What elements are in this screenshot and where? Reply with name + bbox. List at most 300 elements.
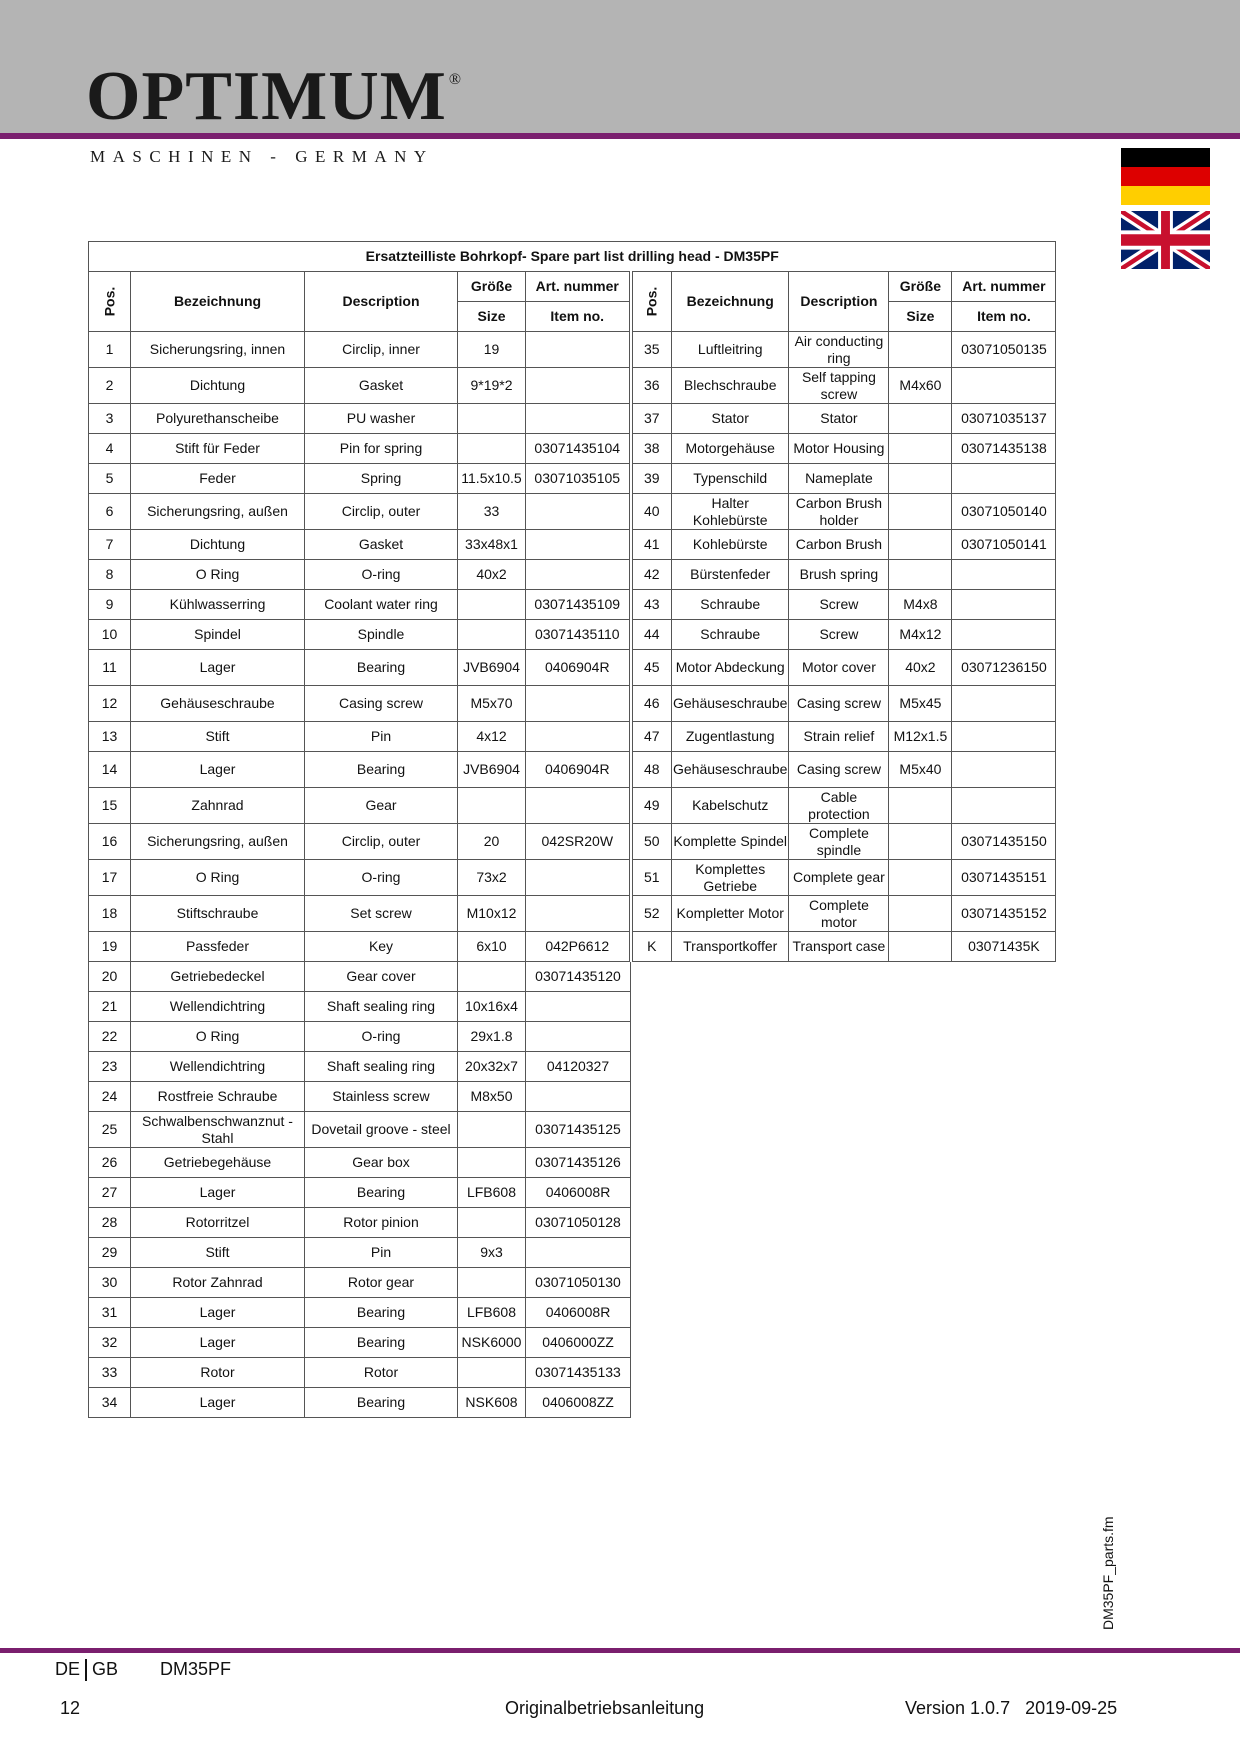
- empty-cell: [631, 1112, 1056, 1148]
- cell-pos: 20: [89, 962, 131, 992]
- cell-pos: 47: [631, 722, 672, 752]
- cell-size: 20x32x7: [458, 1052, 526, 1082]
- cell-description: Set screw: [305, 896, 458, 932]
- cell-pos: 4: [89, 434, 131, 464]
- cell-pos: 43: [631, 590, 672, 620]
- cell-pos: 35: [631, 332, 672, 368]
- cell-bezeichnung: Zugentlastung: [672, 722, 789, 752]
- cell-pos: 25: [89, 1112, 131, 1148]
- table-row: [89, 464, 1056, 494]
- empty-cell: [631, 1328, 1056, 1358]
- cell-description: PU washer: [305, 404, 458, 434]
- cell-pos: 42: [631, 560, 672, 590]
- cell-item: 0406008R: [526, 1298, 631, 1328]
- cell-description: Rotor gear: [305, 1268, 458, 1298]
- table-row: [89, 434, 1056, 464]
- table-row: [89, 368, 1056, 404]
- cell-pos: 38: [631, 434, 672, 464]
- cell-item: 03071435126: [526, 1148, 631, 1178]
- cell-description: Strain relief: [789, 722, 889, 752]
- cell-item: 042SR20W: [526, 824, 631, 860]
- cell-description: Casing screw: [789, 686, 889, 722]
- cell-item: 0406904R: [526, 752, 631, 788]
- footer-version: Version 1.0.7 2019-09-25: [905, 1698, 1118, 1718]
- table-row: [89, 1112, 1056, 1148]
- cell-size: [458, 1112, 526, 1148]
- cell-size: [889, 464, 952, 494]
- footer-language: DE GB: [55, 1659, 118, 1681]
- cell-size: LFB608: [458, 1178, 526, 1208]
- table-row: [89, 788, 1056, 824]
- cell-size: NSK6000: [458, 1328, 526, 1358]
- cell-size: 9*19*2: [458, 368, 526, 404]
- cell-pos: 36: [631, 368, 672, 404]
- table-row: [89, 1358, 1056, 1388]
- cell-size: [458, 1148, 526, 1178]
- cell-pos: K: [631, 932, 672, 962]
- empty-cell: [631, 1388, 1056, 1418]
- cell-description: Carbon Brush holder: [789, 494, 889, 530]
- table-row: [89, 620, 1056, 650]
- table-row: [89, 1082, 1056, 1112]
- cell-item: [526, 896, 631, 932]
- cell-description: Rotor pinion: [305, 1208, 458, 1238]
- table-row: [89, 560, 1056, 590]
- cell-bezeichnung: O Ring: [131, 1022, 305, 1052]
- cell-size: [458, 1358, 526, 1388]
- cell-pos: 50: [631, 824, 672, 860]
- table-row: [89, 530, 1056, 560]
- cell-bezeichnung: Kühlwasserring: [131, 590, 305, 620]
- cell-size: 73x2: [458, 860, 526, 896]
- col-size-left: Size: [458, 302, 526, 332]
- empty-cell: [631, 1082, 1056, 1112]
- cell-item: [526, 560, 631, 590]
- cell-bezeichnung: Stiftschraube: [131, 896, 305, 932]
- cell-bezeichnung: Schraube: [672, 590, 789, 620]
- cell-bezeichnung: Gehäuseschraube: [131, 686, 305, 722]
- cell-pos: 17: [89, 860, 131, 896]
- cell-description: Stainless screw: [305, 1082, 458, 1112]
- empty-cell: [631, 1178, 1056, 1208]
- cell-size: [889, 560, 952, 590]
- cell-pos: 31: [89, 1298, 131, 1328]
- cell-bezeichnung: Wellendichtring: [131, 992, 305, 1022]
- cell-description: Gear box: [305, 1148, 458, 1178]
- cell-size: [889, 494, 952, 530]
- cell-size: 40x2: [458, 560, 526, 590]
- cell-pos: 32: [89, 1328, 131, 1358]
- cell-description: O-ring: [305, 860, 458, 896]
- cell-pos: 15: [89, 788, 131, 824]
- col-pos-left: Pos.: [89, 272, 131, 332]
- cell-item: [952, 464, 1056, 494]
- cell-description: Motor Housing: [789, 434, 889, 464]
- cell-size: [889, 824, 952, 860]
- table-row: [89, 1238, 1056, 1268]
- cell-bezeichnung: Rotor Zahnrad: [131, 1268, 305, 1298]
- cell-bezeichnung: Lager: [131, 650, 305, 686]
- cell-bezeichnung: Lager: [131, 1388, 305, 1418]
- page-number: 12: [60, 1698, 81, 1718]
- empty-cell: [631, 1148, 1056, 1178]
- cell-item: 0406008ZZ: [526, 1388, 631, 1418]
- cell-pos: 12: [89, 686, 131, 722]
- cell-item: 03071050130: [526, 1268, 631, 1298]
- cell-description: Casing screw: [305, 686, 458, 722]
- cell-bezeichnung: Komplette Spindel: [672, 824, 789, 860]
- table-row: [89, 824, 1056, 860]
- cell-description: Carbon Brush: [789, 530, 889, 560]
- cell-pos: 23: [89, 1052, 131, 1082]
- cell-description: Nameplate: [789, 464, 889, 494]
- cell-bezeichnung: Rotor: [131, 1358, 305, 1388]
- cell-size: M8x50: [458, 1082, 526, 1112]
- cell-item: [526, 686, 631, 722]
- cell-size: M4x12: [889, 620, 952, 650]
- cell-size: 33x48x1: [458, 530, 526, 560]
- cell-pos: 33: [89, 1358, 131, 1388]
- cell-bezeichnung: Lager: [131, 1178, 305, 1208]
- cell-bezeichnung: Lager: [131, 1298, 305, 1328]
- cell-size: [889, 404, 952, 434]
- cell-size: [458, 590, 526, 620]
- cell-item: [526, 1022, 631, 1052]
- cell-bezeichnung: Dichtung: [131, 368, 305, 404]
- cell-bezeichnung: O Ring: [131, 860, 305, 896]
- col-art-left: Art. nummer: [526, 272, 631, 302]
- cell-pos: 2: [89, 368, 131, 404]
- cell-bezeichnung: Kohlebürste: [672, 530, 789, 560]
- cell-size: M4x60: [889, 368, 952, 404]
- cell-description: Complete gear: [789, 860, 889, 896]
- brand-tagline: MASCHINEN - GERMANY: [90, 147, 434, 166]
- empty-cell: [631, 962, 1056, 992]
- cell-description: Shaft sealing ring: [305, 992, 458, 1022]
- cell-bezeichnung: Polyurethanscheibe: [131, 404, 305, 434]
- cell-size: [889, 788, 952, 824]
- cell-bezeichnung: Motorgehäuse: [672, 434, 789, 464]
- cell-size: [889, 896, 952, 932]
- col-art-right: Art. nummer: [952, 272, 1056, 302]
- cell-description: Coolant water ring: [305, 590, 458, 620]
- cell-description: Bearing: [305, 1388, 458, 1418]
- cell-description: Circlip, outer: [305, 494, 458, 530]
- cell-item: 04120327: [526, 1052, 631, 1082]
- cell-size: 19: [458, 332, 526, 368]
- cell-description: Motor cover: [789, 650, 889, 686]
- cell-bezeichnung: Getriebegehäuse: [131, 1148, 305, 1178]
- cell-pos: 51: [631, 860, 672, 896]
- cell-item: [526, 404, 631, 434]
- cell-size: [458, 962, 526, 992]
- cell-pos: 49: [631, 788, 672, 824]
- cell-item: 03071050135: [952, 332, 1056, 368]
- cell-size: JVB6904: [458, 752, 526, 788]
- cell-item: [952, 722, 1056, 752]
- cell-bezeichnung: Schwalbenschwanznut - Stahl: [131, 1112, 305, 1148]
- cell-size: [458, 620, 526, 650]
- cell-item: 03071435K: [952, 932, 1056, 962]
- cell-size: [889, 332, 952, 368]
- table-row: [89, 860, 1056, 896]
- footer-accent-line: [0, 1648, 1240, 1653]
- col-size-right: Size: [889, 302, 952, 332]
- table-row: [89, 896, 1056, 932]
- cell-size: 4x12: [458, 722, 526, 752]
- table-row: [89, 1022, 1056, 1052]
- cell-item: 03071035137: [952, 404, 1056, 434]
- cell-bezeichnung: Stator: [672, 404, 789, 434]
- cell-description: Screw: [789, 590, 889, 620]
- cell-description: Bearing: [305, 1328, 458, 1358]
- cell-pos: 26: [89, 1148, 131, 1178]
- col-groesse-left: Größe: [458, 272, 526, 302]
- cell-item: [526, 332, 631, 368]
- cell-description: Key: [305, 932, 458, 962]
- cell-size: M5x45: [889, 686, 952, 722]
- cell-item: [526, 860, 631, 896]
- cell-pos: 22: [89, 1022, 131, 1052]
- cell-size: NSK608: [458, 1388, 526, 1418]
- table-row: [89, 590, 1056, 620]
- cell-size: M12x1.5: [889, 722, 952, 752]
- cell-item: 03071435133: [526, 1358, 631, 1388]
- col-item-left: Item no.: [526, 302, 631, 332]
- cell-item: [952, 620, 1056, 650]
- cell-description: Bearing: [305, 1178, 458, 1208]
- table-row: [89, 332, 1056, 368]
- col-description-left: Description: [305, 272, 458, 332]
- cell-description: Gear cover: [305, 962, 458, 992]
- table-row: [89, 932, 1056, 962]
- empty-cell: [631, 1298, 1056, 1328]
- cell-bezeichnung: Typenschild: [672, 464, 789, 494]
- cell-description: Complete spindle: [789, 824, 889, 860]
- cell-item: [526, 992, 631, 1022]
- cell-bezeichnung: Stift für Feder: [131, 434, 305, 464]
- cell-description: Spindle: [305, 620, 458, 650]
- cell-description: Bearing: [305, 752, 458, 788]
- cell-size: [889, 434, 952, 464]
- empty-cell: [631, 1358, 1056, 1388]
- empty-cell: [631, 1268, 1056, 1298]
- table-row: [89, 686, 1056, 722]
- cell-size: 33: [458, 494, 526, 530]
- cell-bezeichnung: Wellendichtring: [131, 1052, 305, 1082]
- cell-description: Casing screw: [789, 752, 889, 788]
- col-bezeichnung-left: Bezeichnung: [131, 272, 305, 332]
- cell-pos: 44: [631, 620, 672, 650]
- cell-item: 03071435151: [952, 860, 1056, 896]
- cell-bezeichnung: Stift: [131, 722, 305, 752]
- cell-size: 40x2: [889, 650, 952, 686]
- cell-pos: 8: [89, 560, 131, 590]
- cell-bezeichnung: Dichtung: [131, 530, 305, 560]
- cell-pos: 19: [89, 932, 131, 962]
- cell-size: M5x70: [458, 686, 526, 722]
- cell-description: Stator: [789, 404, 889, 434]
- table-row: [89, 752, 1056, 788]
- cell-size: [889, 932, 952, 962]
- cell-description: Complete motor: [789, 896, 889, 932]
- spare-parts-table: [88, 241, 1056, 1418]
- cell-pos: 28: [89, 1208, 131, 1238]
- cell-item: [526, 368, 631, 404]
- table-row: [89, 1268, 1056, 1298]
- cell-pos: 46: [631, 686, 672, 722]
- cell-pos: 48: [631, 752, 672, 788]
- table-row: [89, 404, 1056, 434]
- cell-bezeichnung: Stift: [131, 1238, 305, 1268]
- cell-description: Pin: [305, 722, 458, 752]
- cell-size: [458, 1208, 526, 1238]
- cell-item: [526, 1238, 631, 1268]
- cell-description: Pin for spring: [305, 434, 458, 464]
- cell-item: 03071435120: [526, 962, 631, 992]
- cell-bezeichnung: Halter Kohlebürste: [672, 494, 789, 530]
- cell-size: JVB6904: [458, 650, 526, 686]
- cell-bezeichnung: Rotorritzel: [131, 1208, 305, 1238]
- cell-item: [526, 530, 631, 560]
- cell-item: [526, 788, 631, 824]
- cell-pos: 9: [89, 590, 131, 620]
- cell-item: 0406000ZZ: [526, 1328, 631, 1358]
- cell-bezeichnung: Bürstenfeder: [672, 560, 789, 590]
- cell-item: 03071050128: [526, 1208, 631, 1238]
- cell-size: [889, 530, 952, 560]
- germany-flag-icon: [1121, 148, 1210, 205]
- cell-description: Dovetail groove - steel: [305, 1112, 458, 1148]
- cell-pos: 30: [89, 1268, 131, 1298]
- spare-parts-sheet: [88, 241, 1056, 1418]
- source-file-label: DM35PF_parts.fm: [1100, 1516, 1116, 1630]
- cell-item: 03071035105: [526, 464, 631, 494]
- table-row: [89, 992, 1056, 1022]
- cell-bezeichnung: Gehäuseschraube: [672, 752, 789, 788]
- cell-item: [952, 368, 1056, 404]
- cell-pos: 5: [89, 464, 131, 494]
- footer-document-type: Originalbetriebsanleitung: [505, 1698, 705, 1718]
- cell-description: Bearing: [305, 650, 458, 686]
- cell-size: [458, 1268, 526, 1298]
- cell-bezeichnung: Transportkoffer: [672, 932, 789, 962]
- cell-bezeichnung: Motor Abdeckung: [672, 650, 789, 686]
- empty-cell: [631, 1022, 1056, 1052]
- cell-bezeichnung: Luftleitring: [672, 332, 789, 368]
- cell-item: [952, 752, 1056, 788]
- table-row: [89, 494, 1056, 530]
- empty-cell: [631, 1238, 1056, 1268]
- cell-size: [458, 434, 526, 464]
- cell-pos: 24: [89, 1082, 131, 1112]
- cell-bezeichnung: Zahnrad: [131, 788, 305, 824]
- cell-pos: 41: [631, 530, 672, 560]
- cell-bezeichnung: Gehäuseschraube: [672, 686, 789, 722]
- cell-bezeichnung: Blechschraube: [672, 368, 789, 404]
- cell-description: Shaft sealing ring: [305, 1052, 458, 1082]
- cell-bezeichnung: Lager: [131, 752, 305, 788]
- cell-description: Pin: [305, 1238, 458, 1268]
- brand-logo: OPTIMUM ®: [86, 58, 462, 135]
- cell-size: [458, 404, 526, 434]
- cell-description: O-ring: [305, 1022, 458, 1052]
- cell-pos: 45: [631, 650, 672, 686]
- cell-size: 20: [458, 824, 526, 860]
- cell-bezeichnung: Lager: [131, 1328, 305, 1358]
- cell-size: LFB608: [458, 1298, 526, 1328]
- cell-pos: 52: [631, 896, 672, 932]
- cell-item: [952, 788, 1056, 824]
- cell-item: [952, 590, 1056, 620]
- col-description-right: Description: [789, 272, 889, 332]
- cell-pos: 16: [89, 824, 131, 860]
- cell-bezeichnung: Komplettes Getriebe: [672, 860, 789, 896]
- cell-item: 03071435138: [952, 434, 1056, 464]
- cell-size: M10x12: [458, 896, 526, 932]
- cell-pos: 40: [631, 494, 672, 530]
- table-row: [89, 1328, 1056, 1358]
- empty-cell: [631, 1208, 1056, 1238]
- table-row: [89, 1208, 1056, 1238]
- cell-size: M4x8: [889, 590, 952, 620]
- cell-pos: 21: [89, 992, 131, 1022]
- cell-size: M5x40: [889, 752, 952, 788]
- cell-description: Rotor: [305, 1358, 458, 1388]
- cell-description: Gear: [305, 788, 458, 824]
- cell-pos: 13: [89, 722, 131, 752]
- cell-pos: 1: [89, 332, 131, 368]
- cell-description: Brush spring: [789, 560, 889, 590]
- cell-size: 29x1.8: [458, 1022, 526, 1052]
- cell-description: Gasket: [305, 530, 458, 560]
- table-row: [89, 1388, 1056, 1418]
- cell-description: Transport case: [789, 932, 889, 962]
- table-row: [89, 1178, 1056, 1208]
- cell-pos: 6: [89, 494, 131, 530]
- cell-size: [889, 860, 952, 896]
- col-pos-right: Pos.: [631, 272, 672, 332]
- cell-size: [458, 788, 526, 824]
- table-row: [89, 1298, 1056, 1328]
- cell-description: Self tapping screw: [789, 368, 889, 404]
- cell-pos: 11: [89, 650, 131, 686]
- cell-description: Gasket: [305, 368, 458, 404]
- cell-bezeichnung: Passfeder: [131, 932, 305, 962]
- cell-item: 03071435109: [526, 590, 631, 620]
- cell-item: 03071435125: [526, 1112, 631, 1148]
- table-row: [89, 1052, 1056, 1082]
- cell-bezeichnung: Getriebedeckel: [131, 962, 305, 992]
- cell-bezeichnung: Kompletter Motor: [672, 896, 789, 932]
- cell-bezeichnung: Sicherungsring, außen: [131, 824, 305, 860]
- cell-pos: 39: [631, 464, 672, 494]
- cell-item: 0406904R: [526, 650, 631, 686]
- cell-item: [526, 494, 631, 530]
- cell-size: 10x16x4: [458, 992, 526, 1022]
- cell-pos: 37: [631, 404, 672, 434]
- table-row: [89, 1148, 1056, 1178]
- cell-item: [952, 686, 1056, 722]
- table-title: Ersatzteilliste Bohrkopf- Spare part list drilling head - DM35PF: [89, 242, 1056, 272]
- col-bezeichnung-right: Bezeichnung: [672, 272, 789, 332]
- cell-pos: 10: [89, 620, 131, 650]
- cell-pos: 7: [89, 530, 131, 560]
- cell-bezeichnung: O Ring: [131, 560, 305, 590]
- cell-bezeichnung: Spindel: [131, 620, 305, 650]
- cell-item: 03071435150: [952, 824, 1056, 860]
- cell-pos: 14: [89, 752, 131, 788]
